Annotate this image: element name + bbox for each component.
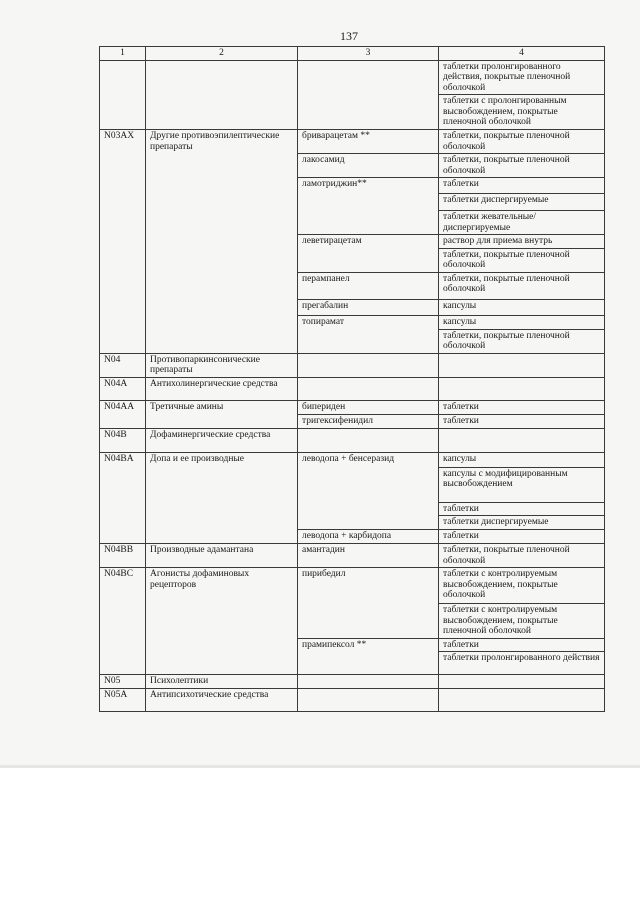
dosage-form-cell: таблетки [439,502,605,516]
atc-group-cell: Антипсихотические средства [146,688,298,711]
table-row [100,130,605,154]
drug-name-cell: прамипексол ** [298,638,439,675]
dosage-form-cell: таблетки пролонгированного действия [439,652,605,675]
dosage-form-cell: таблетки, покрытые пленочной оболочкой [439,154,605,178]
atc-group-cell: Третичные амины [146,400,298,428]
dosage-form-cell: таблетки с контролируемым высвобождением, покрытые оболочкой [439,568,605,604]
atc-code-cell: N03AX [100,130,146,354]
table-row [100,428,605,452]
atc-code-cell: N05 [100,675,146,689]
drug-name-cell [298,675,439,689]
drug-name-cell: лакосамид [298,154,439,178]
dosage-form-cell [439,688,605,711]
header-cell: 3 [298,47,439,61]
atc-code-cell: N04 [100,353,146,377]
table-row [100,568,605,604]
dosage-form-cell [439,428,605,452]
drug-name-cell: леветирацетам [298,235,439,273]
dosage-form-cell: капсулы с модифицированным высвобождением [439,467,605,502]
dosage-form-cell [439,377,605,400]
atc-group-cell: Противопаркинсонические препараты [146,353,298,377]
table-row [100,688,605,711]
atc-code-cell: N04BA [100,452,146,544]
atc-code-cell: N04BB [100,544,146,568]
dosage-form-cell: таблетки [439,530,605,544]
drug-name-cell [298,688,439,711]
drug-name-cell: бриварацетам ** [298,130,439,154]
atc-group-cell: Антихолинергические средства [146,377,298,400]
atc-group-cell [146,60,298,130]
table-header-row [100,47,605,61]
drug-name-cell: ламотриджин** [298,178,439,235]
drug-name-cell: перампанел [298,272,439,299]
drug-name-cell: тригексифенидил [298,414,439,428]
dosage-form-cell: таблетки, покрытые пленочной оболочкой [439,130,605,154]
drug-name-cell [298,377,439,400]
dosage-form-cell: таблетки [439,178,605,194]
atc-group-cell: Другие противоэпилептические препараты [146,130,298,354]
dosage-form-cell: таблетки [439,638,605,652]
atc-code-cell: N04BC [100,568,146,675]
dosage-form-cell: капсулы [439,452,605,467]
atc-group-cell: Производные адамантана [146,544,298,568]
page-number: 137 [340,29,358,43]
dosage-form-cell: таблетки жевательные/диспергируемые [439,211,605,235]
dosage-form-cell: таблетки с контролируемым высвобождением, покрытые пленочной оболочкой [439,604,605,639]
drug-name-cell: прегабалин [298,299,439,315]
atc-code-cell: N05A [100,688,146,711]
header-cell: 4 [439,47,605,61]
header-cell: 1 [100,47,146,61]
dosage-form-cell: таблетки, покрытые пленочной оболочкой [439,272,605,299]
dosage-form-cell: таблетки, покрытые пленочной оболочкой [439,248,605,272]
atc-group-cell: Психолептики [146,675,298,689]
table-row [100,60,605,95]
dosage-form-cell: таблетки с пролонгированным высвобождением, покрытые пленочной оболочкой [439,95,605,130]
dosage-form-cell [439,353,605,377]
drug-name-cell: топирамат [298,315,439,353]
atc-group-cell: Агонисты дофаминовых рецепторов [146,568,298,675]
dosage-form-cell: капсулы [439,299,605,315]
drug-name-cell: бипериден [298,400,439,414]
drug-name-cell [298,353,439,377]
dosage-form-cell: таблетки диспергируемые [439,194,605,211]
atc-group-cell: Допа и ее производные [146,452,298,544]
table-row [100,675,605,689]
dosage-form-cell [439,675,605,689]
atc-code-cell: N04AA [100,400,146,428]
table-row [100,544,605,568]
drug-list-table [99,46,605,712]
drug-name-cell: леводопа + карбидопа [298,530,439,544]
dosage-form-cell: таблетки [439,414,605,428]
dosage-form-cell: капсулы [439,315,605,329]
dosage-form-cell: таблетки [439,400,605,414]
drug-name-cell: леводопа + бенсеразид [298,452,439,530]
dosage-form-cell: таблетки, покрытые пленочной оболочкой [439,544,605,568]
table-row [100,400,605,414]
atc-code-cell [100,60,146,130]
drug-name-cell [298,428,439,452]
drug-name-cell: амантадин [298,544,439,568]
dosage-form-cell: таблетки пролонгированного действия, покрытые пленочной оболочкой [439,60,605,95]
atc-group-cell: Дофаминергические средства [146,428,298,452]
header-cell: 2 [146,47,298,61]
dosage-form-cell: таблетки, покрытые пленочной оболочкой [439,329,605,353]
atc-code-cell: N04B [100,428,146,452]
drug-name-cell: пирибедил [298,568,439,639]
table-row [100,353,605,377]
dosage-form-cell: таблетки диспергируемые [439,516,605,530]
drug-name-cell [298,60,439,130]
page-edge [0,765,640,768]
dosage-form-cell: раствор для приема внутрь [439,235,605,249]
table-row [100,452,605,467]
atc-code-cell: N04A [100,377,146,400]
table-row [100,377,605,400]
